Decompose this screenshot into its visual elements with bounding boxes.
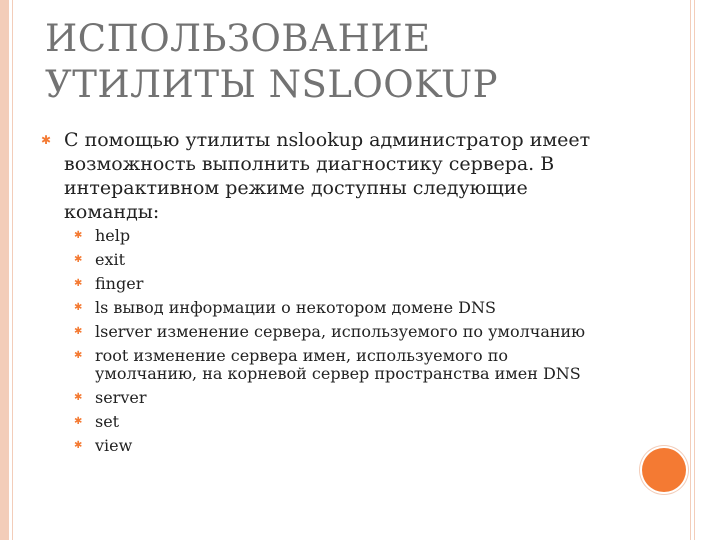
command-label: view: [95, 436, 133, 455]
list-item: [74, 251, 604, 269]
list-item: [74, 389, 604, 407]
command-label: finger: [95, 274, 144, 293]
left-frame-bar: [0, 0, 9, 540]
list-item: [74, 299, 604, 317]
list-item: [74, 413, 604, 431]
title-line-2: УТИЛИТЫ NSLOOKUP: [45, 63, 499, 106]
command-label: help: [95, 226, 131, 245]
left-frame-line: [12, 0, 13, 540]
bullet-icon: ✱: [74, 392, 83, 403]
command-label: root изменение сервера имен, используемого по умолчанию, на корневой сервер пространства имен DNS: [95, 346, 581, 383]
intro-text: С помощью утилиты nslookup администратор имеет возможность выполнить диагностику сервера. В интерактивном режиме доступны следующие команды:: [64, 129, 591, 223]
list-item: [74, 275, 604, 293]
bullet-icon: ✱: [74, 326, 83, 337]
command-label: lserver изменение сервера, используемого по умолчанию: [95, 322, 586, 341]
command-label: set: [95, 412, 120, 431]
command-label: exit: [95, 250, 126, 269]
bullet-icon: ✱: [74, 254, 83, 265]
list-item: [74, 227, 604, 245]
right-frame-line: [690, 0, 691, 540]
bullet-icon: ✱: [74, 230, 83, 241]
bullet-icon: ✱: [74, 302, 83, 313]
bullet-icon: ✱: [74, 278, 83, 289]
title-line-1: ИСПОЛЬЗОВАНИЕ: [45, 17, 431, 60]
main-bullet-icon: ✱: [41, 133, 52, 147]
list-item: [74, 437, 604, 455]
list-item: [74, 347, 604, 383]
slide-title: [45, 16, 498, 108]
command-label: server: [95, 388, 147, 407]
bullet-icon: ✱: [74, 440, 83, 451]
right-frame-line-inner: [694, 0, 695, 540]
decorative-circle: [642, 448, 686, 492]
bullet-icon: ✱: [74, 350, 83, 361]
command-label: ls вывод информации о некотором домене DNS: [95, 298, 496, 317]
list-item: [74, 323, 604, 341]
commands-list: [74, 227, 604, 461]
bullet-icon: ✱: [74, 416, 83, 427]
